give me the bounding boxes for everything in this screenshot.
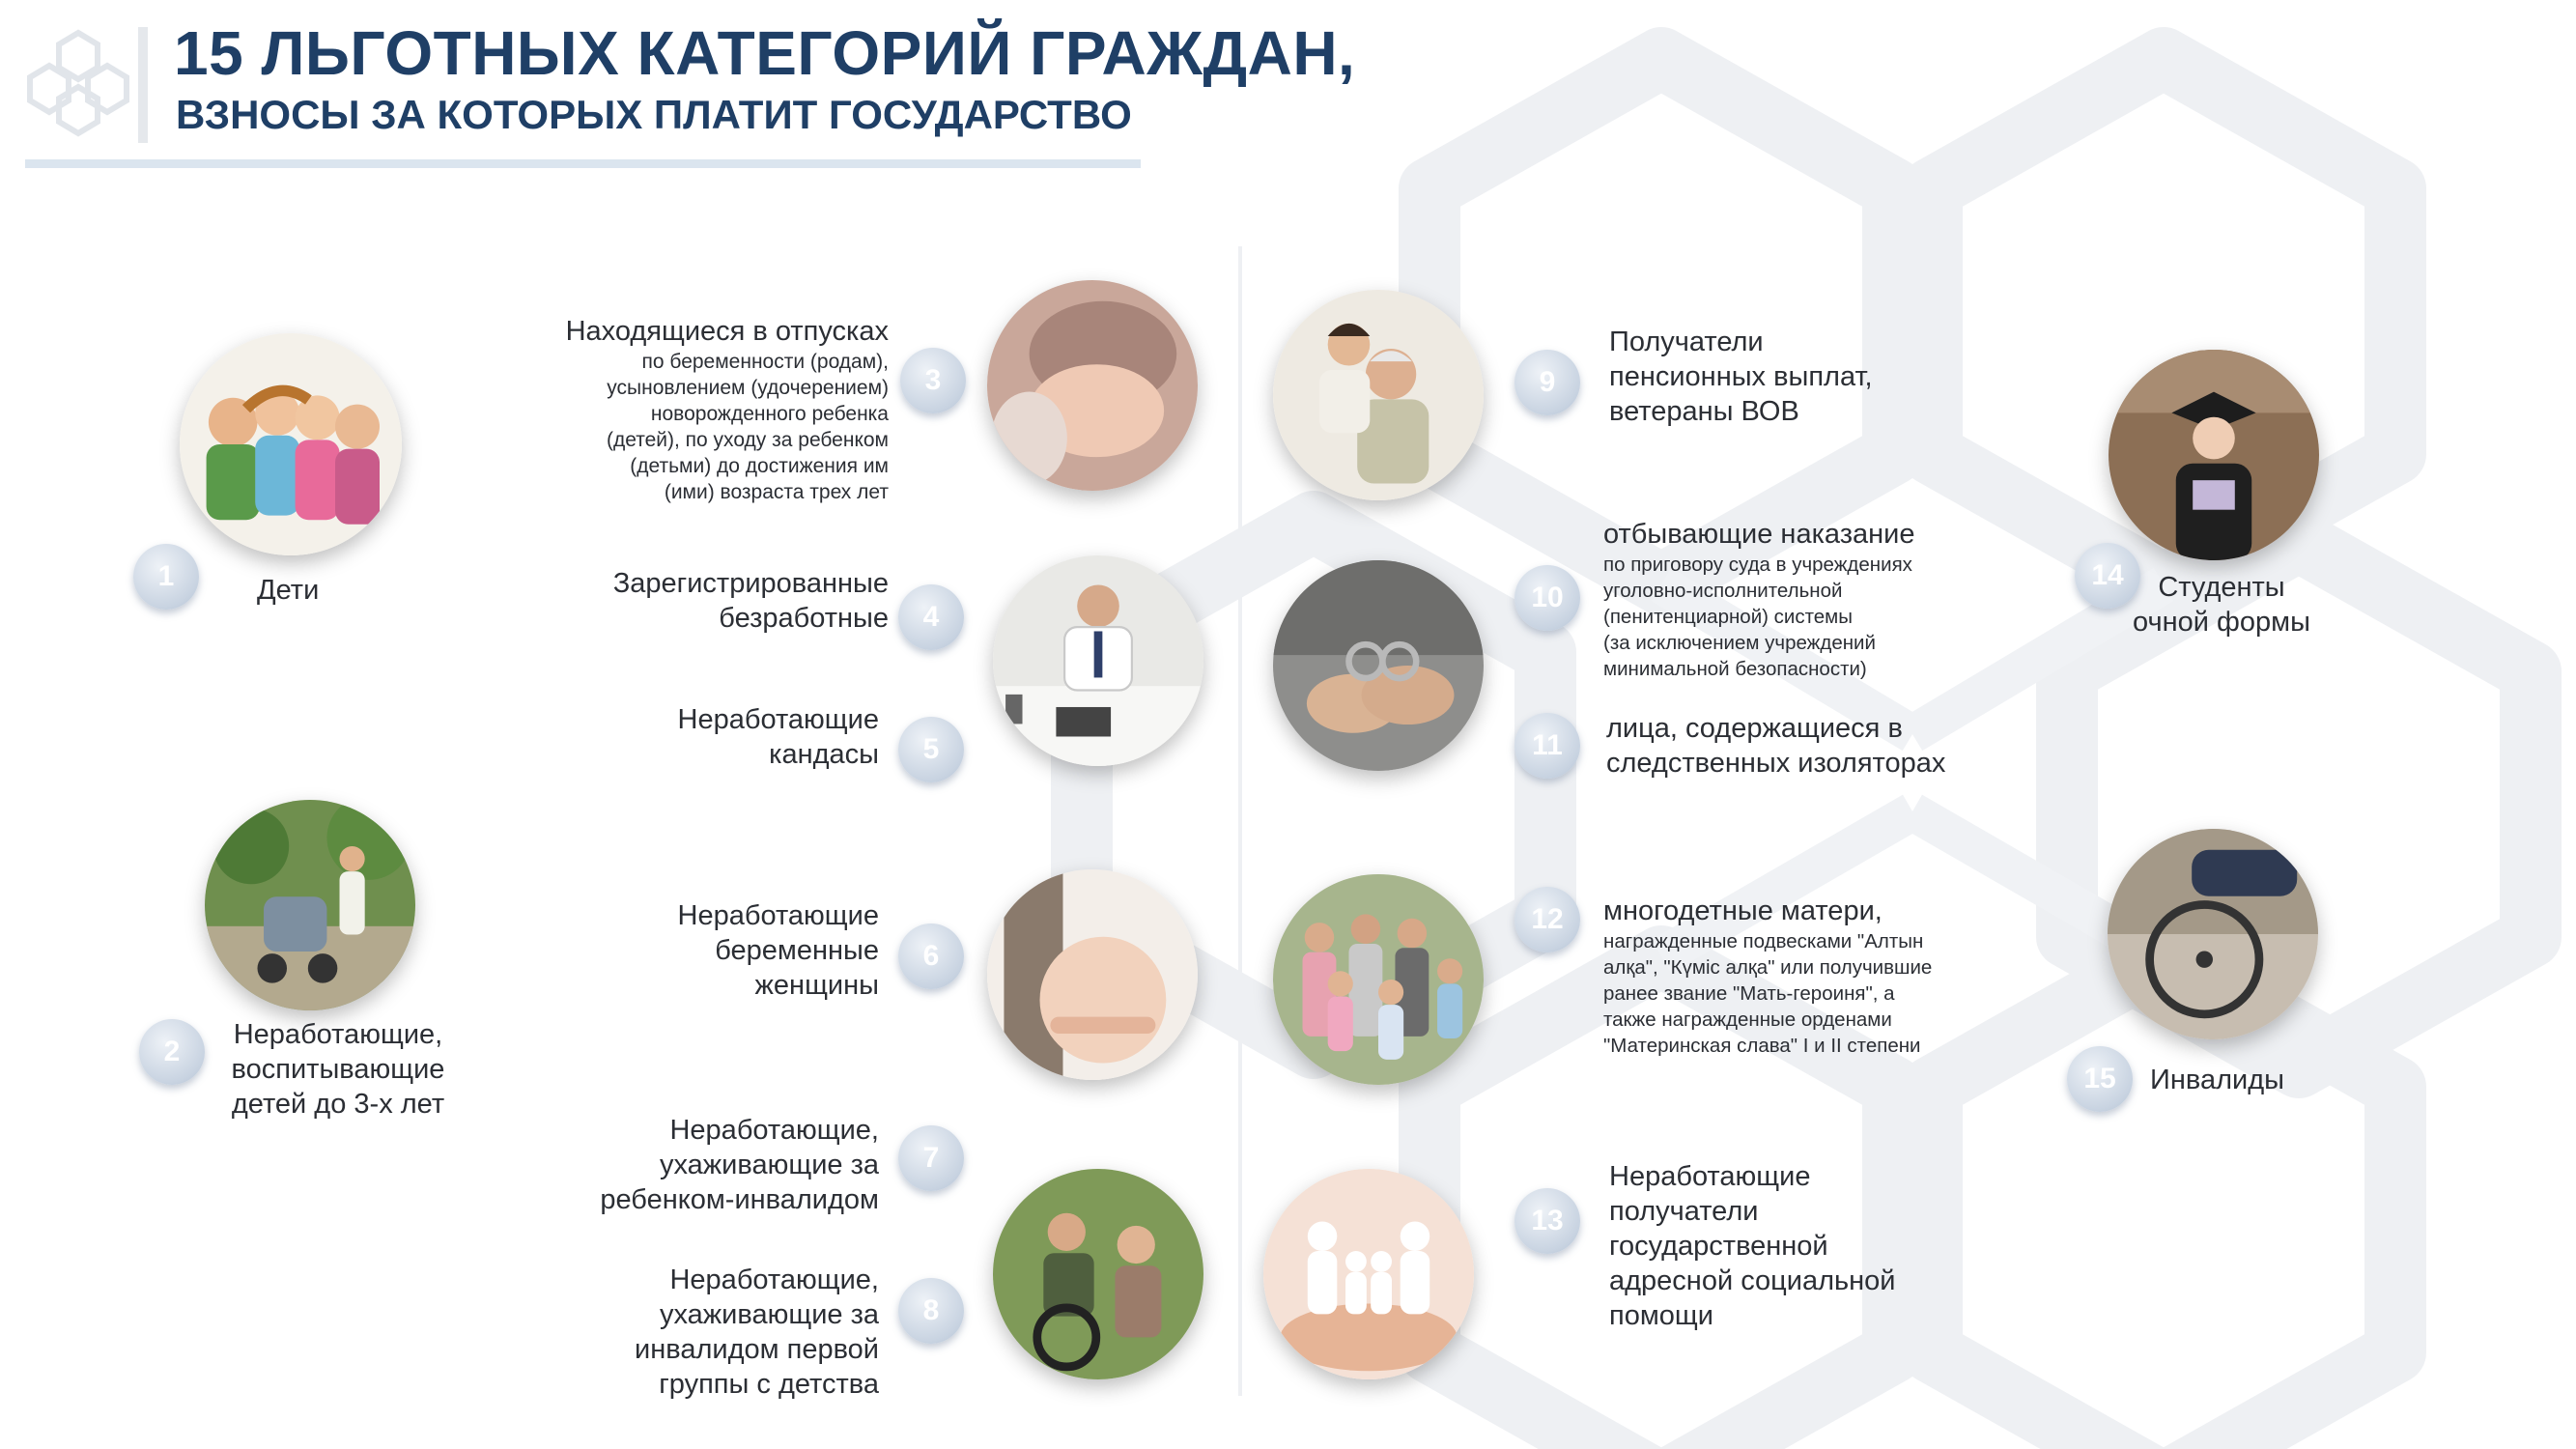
badge-11: 11	[1514, 713, 1580, 779]
badge-6: 6	[898, 923, 964, 989]
badge-4: 4	[898, 584, 964, 650]
badge-9: 9	[1514, 350, 1580, 415]
label-caring-disabled-child: Неработающие, ухаживающие за ребенком-инвалидом	[600, 1115, 879, 1215]
wheelchair-photo	[2108, 829, 2318, 1039]
badge-1: 1	[133, 544, 199, 610]
elderly-couple-photo	[1273, 290, 1484, 500]
badge-7: 7	[898, 1125, 964, 1191]
badge-3: 3	[900, 348, 966, 413]
badge-15: 15	[2067, 1046, 2133, 1112]
column-divider	[1238, 246, 1242, 1396]
label-children: Дети	[257, 575, 320, 606]
mother-stroller-photo	[205, 800, 415, 1010]
title-accent-bar	[138, 27, 148, 143]
label-pensioners: Получатели пенсионных выплат, ветераны ВОВ	[1609, 327, 1873, 427]
page-title: 15 ЛЬГОТНЫХ КАТЕГОРИЙ ГРАЖДАН,	[174, 18, 1356, 88]
newborn-photo	[987, 280, 1198, 491]
badge-14: 14	[2075, 543, 2140, 609]
badge-13: 13	[1514, 1188, 1580, 1254]
label-social-assistance: Неработающие получатели государственной адресной социальной помощи	[1609, 1161, 1896, 1331]
label-serving-sentence: отбывающие наказание по приговору суда в учреждениях уголовно-исполнительной (пенитенциарной) системы (за исключением учреждений минимальной безопасности)	[1603, 519, 1915, 680]
label-kandas: Неработающие кандасы	[677, 704, 879, 770]
label-maternity-leave: Находящиеся в отпусках по беременности (родам), усыновлением (удочерением) новорожденного ребенка (детей), по уходу за ребенком (детьми) до достижения им (ими) возраста трех лет	[565, 316, 889, 503]
handcuffs-photo	[1273, 560, 1484, 771]
paper-family-hands-photo	[1263, 1169, 1474, 1379]
badge-10: 10	[1514, 565, 1580, 631]
label-nonworking-parents: Неработающие, воспитывающие детей до 3-х лет	[231, 1019, 445, 1120]
label-registered-unemployed: Зарегистрированные безработные	[612, 568, 889, 634]
page-subtitle: ВЗНОСЫ ЗА КОТОРЫХ ПЛАТИТ ГОСУДАРСТВО	[176, 92, 1132, 137]
badge-5: 5	[898, 717, 964, 782]
label-disabled: Инвалиды	[2150, 1065, 2284, 1095]
unemployed-man-photo	[993, 555, 1203, 766]
label-students: Студенты очной формы	[2133, 572, 2310, 638]
label-caring-disabled-first-group: Неработающие, ухаживающие за инвалидом первой группы с детства	[635, 1264, 879, 1400]
pregnant-woman-photo	[987, 869, 1198, 1080]
label-pretrial-detention: лица, содержащиеся в следственных изоляторах	[1606, 713, 1946, 779]
caregiver-wheelchair-photo	[993, 1169, 1203, 1379]
label-pregnant-women: Неработающие беременные женщины	[677, 900, 879, 1001]
graduate-student-photo	[2109, 350, 2319, 560]
badge-8: 8	[898, 1278, 964, 1344]
label-large-family-mothers: многодетные матери, награжденные подвесками "Алтын алқа", "Күміс алқа" или получившие ранее звание "Мать-героиня", а также награжденные орденами "Материнская слава" I и II степени	[1603, 895, 1933, 1057]
title-underline	[25, 159, 1141, 168]
children-photo	[180, 333, 402, 555]
large-family-photo	[1273, 874, 1484, 1085]
logo-icon	[25, 27, 131, 138]
badge-2: 2	[139, 1019, 205, 1085]
badge-12: 12	[1514, 887, 1580, 952]
